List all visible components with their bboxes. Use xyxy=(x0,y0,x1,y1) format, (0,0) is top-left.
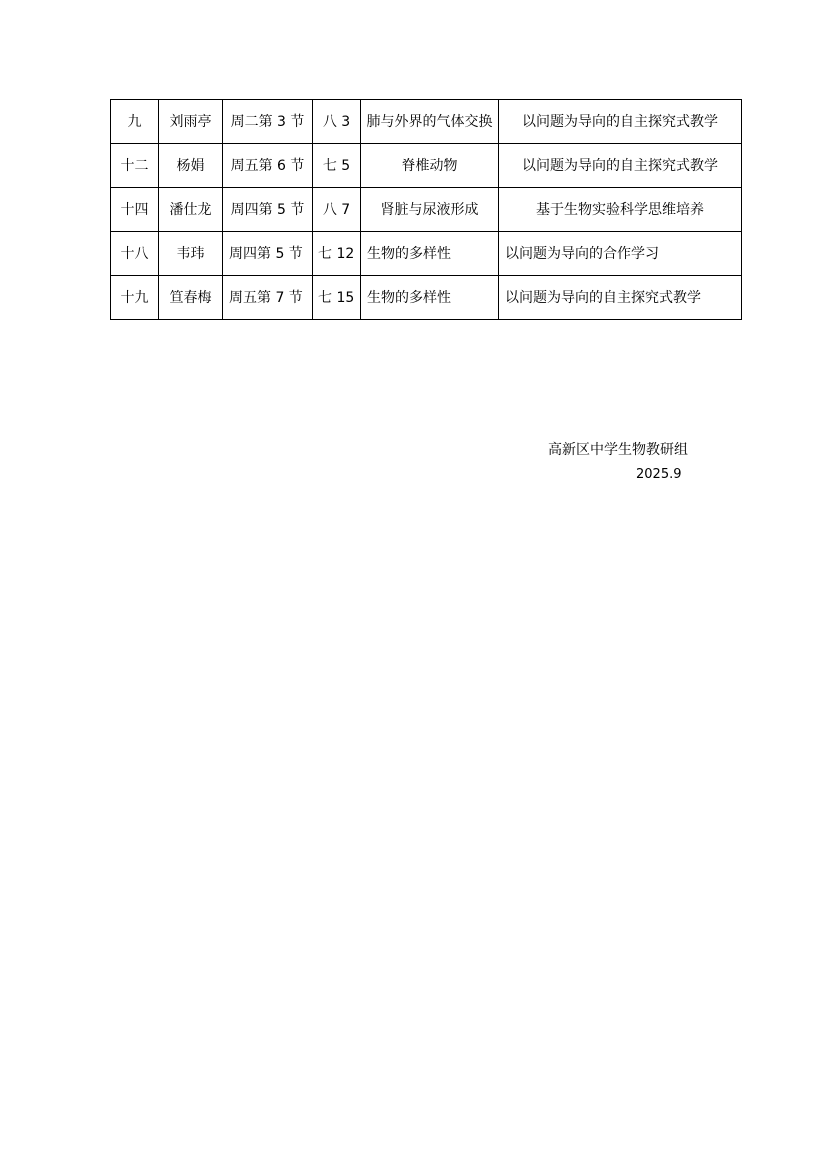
table-row xyxy=(111,100,742,144)
row-index: 十九 xyxy=(111,276,159,320)
teaching-method: 基于生物实验科学思维培养 xyxy=(499,188,742,232)
signature-date: 2025.9 xyxy=(636,467,682,482)
row-index: 十二 xyxy=(111,144,159,188)
row-index: 十四 xyxy=(111,188,159,232)
lesson-time: 周二第 3 节 xyxy=(223,100,313,144)
teaching-method: 以问题为导向的合作学习 xyxy=(499,232,742,276)
table-row xyxy=(111,144,742,188)
class-name: 八 3 xyxy=(313,100,361,144)
lesson-topic: 脊椎动物 xyxy=(361,144,499,188)
table-row xyxy=(111,276,742,320)
lesson-time: 周五第 7 节 xyxy=(223,276,313,320)
class-name: 七 12 xyxy=(313,232,361,276)
class-name: 七 5 xyxy=(313,144,361,188)
table-row xyxy=(111,188,742,232)
lesson-time: 周五第 6 节 xyxy=(223,144,313,188)
teaching-method: 以问题为导向的自主探究式教学 xyxy=(499,144,742,188)
teacher-name: 韦玮 xyxy=(159,232,223,276)
row-index: 九 xyxy=(111,100,159,144)
teaching-method: 以问题为导向的自主探究式教学 xyxy=(499,100,742,144)
teacher-name: 笪春梅 xyxy=(159,276,223,320)
lesson-time: 周四第 5 节 xyxy=(223,232,313,276)
class-name: 八 7 xyxy=(313,188,361,232)
row-index: 十八 xyxy=(111,232,159,276)
lesson-topic: 肺与外界的气体交换 xyxy=(361,100,499,144)
teacher-name: 刘雨亭 xyxy=(159,100,223,144)
lesson-topic: 生物的多样性 xyxy=(361,276,499,320)
table-row xyxy=(111,232,742,276)
lesson-time: 周四第 5 节 xyxy=(223,188,313,232)
teacher-name: 杨娟 xyxy=(159,144,223,188)
lesson-topic: 肾脏与尿液形成 xyxy=(361,188,499,232)
signature-organization: 高新区中学生物教研组 xyxy=(548,442,688,458)
teaching-method: 以问题为导向的自主探究式教学 xyxy=(499,276,742,320)
class-name: 七 15 xyxy=(313,276,361,320)
lesson-topic: 生物的多样性 xyxy=(361,232,499,276)
teacher-name: 潘仕龙 xyxy=(159,188,223,232)
lesson-schedule-table xyxy=(110,99,742,320)
